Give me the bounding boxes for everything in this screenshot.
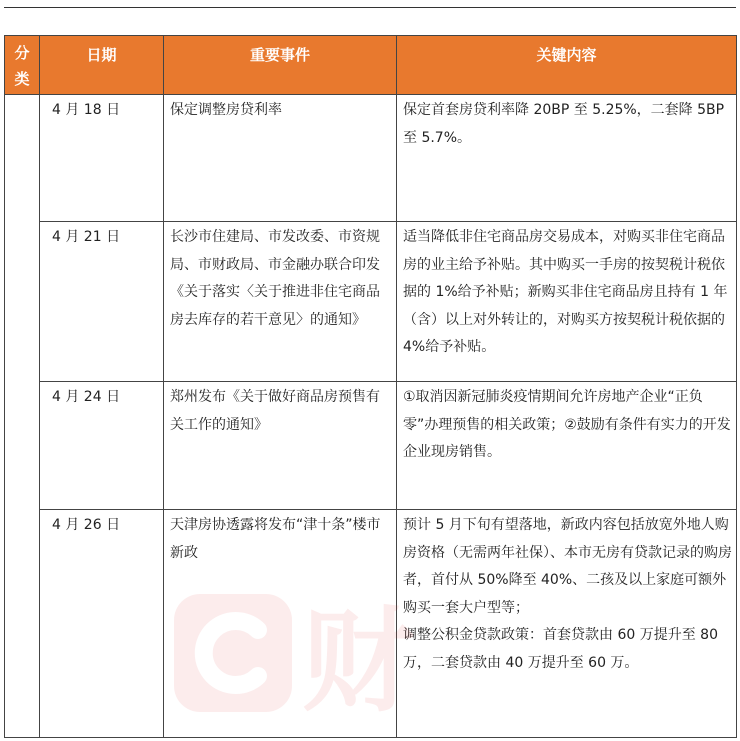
top-rule [4, 7, 736, 8]
content-text: 保定首套房贷利率降 20BP 至 5.25%，二套降 5BP 至 5.7%。 [403, 102, 725, 146]
header-category-label: 分类 [14, 44, 30, 88]
policy-table [4, 35, 737, 738]
header-content-label: 关键内容 [536, 46, 597, 64]
header-date-label: 日期 [86, 46, 117, 64]
content-cell [397, 382, 737, 510]
header-category [5, 36, 40, 95]
watermark-text: 财 [302, 597, 414, 718]
content-text-continued: 调整公积金贷款政策：首套贷款由 60 万提升至 80 万，二套贷款由 40 万提升至 60 万。 [403, 627, 718, 671]
date-text: 4 月 24 日 [52, 389, 121, 405]
date-text: 4 月 26 日 [52, 517, 121, 533]
date-cell [40, 222, 164, 382]
category-cell [5, 95, 40, 738]
content-text: 预计 5 月下旬有望落地，新政内容包括放宽外地人购房资格（无需两年社保）、本市无房有贷款记录的购房者，首付从 50%降至 40%、二孩及以上家庭可额外购买一套大户型等； [403, 517, 732, 616]
header-event-label: 重要事件 [249, 46, 310, 64]
content-cell [397, 95, 737, 222]
event-cell [164, 222, 397, 382]
table-row [5, 382, 737, 510]
event-text: 保定调整房贷利率 [170, 102, 282, 118]
event-cell [164, 382, 397, 510]
table-row [5, 95, 737, 222]
event-cell [164, 95, 397, 222]
date-cell [40, 510, 164, 738]
date-text: 4 月 18 日 [52, 102, 121, 118]
table-header-row [5, 36, 737, 95]
content-block [397, 510, 736, 681]
date-cell [40, 382, 164, 510]
table-row [5, 510, 737, 738]
content-cell [397, 222, 737, 382]
date-cell [40, 95, 164, 222]
table-row [5, 222, 737, 382]
event-text: 郑州发布《关于做好商品房预售有关工作的通知》 [170, 389, 380, 433]
date-text: 4 月 21 日 [52, 229, 121, 245]
header-event [164, 36, 397, 95]
content-cell [397, 510, 737, 738]
event-cell [164, 510, 397, 738]
content-text: ①取消因新冠肺炎疫情期间允许房地产企业“正负零”办理预售的相关政策；②鼓励有条件有实力的开发企业现房销售。 [403, 389, 731, 460]
content-text: 适当降低非住宅商品房交易成本，对购买非住宅商品房的业主给予补贴。其中购买一手房的按契税计税依据的 1%给予补贴；新购买非住宅商品房且持有 1 年（含）以上对外转让的，对购买方按契税计税依据的 4%给予补贴。 [403, 229, 728, 355]
header-date [40, 36, 164, 95]
event-text: 长沙市住建局、市发改委、市资规局、市财政局、市金融办联合印发《关于落实〈关于推进非住宅商品房去库存的若干意见〉的通知》 [170, 229, 380, 328]
header-content [397, 36, 737, 95]
event-text: 天津房协透露将发布“津十条”楼市新政 [170, 517, 381, 561]
